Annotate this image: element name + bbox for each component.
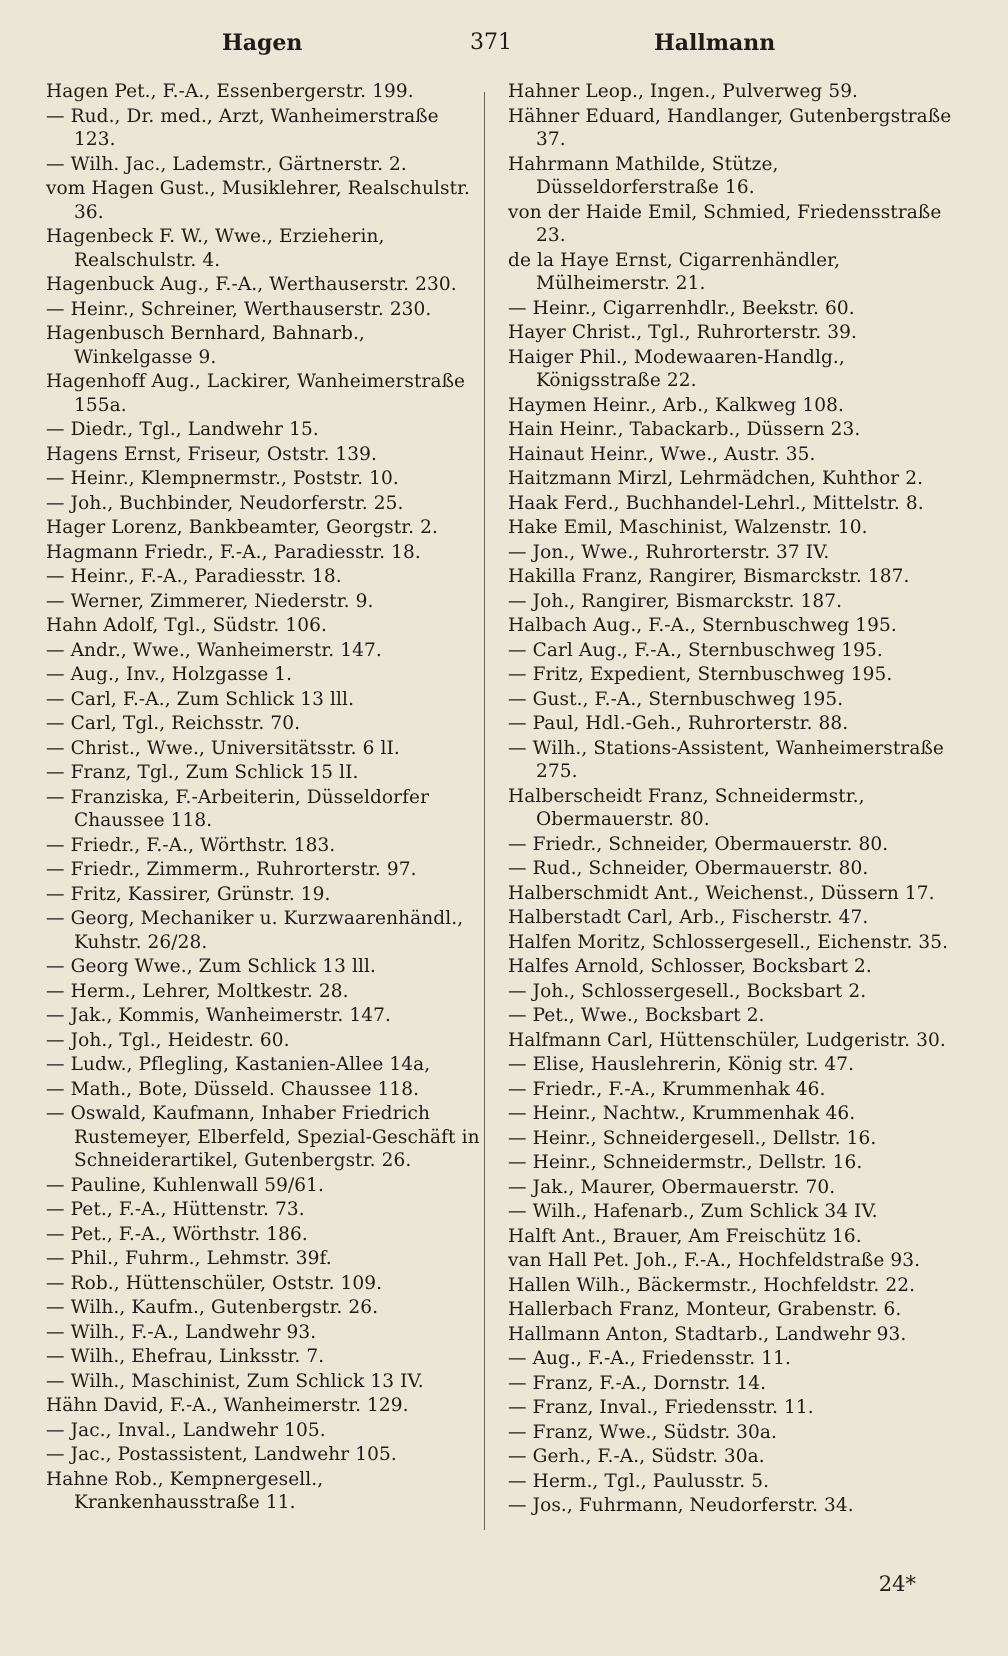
directory-entry: van Hall Pet. Joh., F.-A., Hochfeldstraße 93. [508,1250,921,1271]
page-number: 371 [470,30,512,55]
directory-entry: — Heinr., Cigarrenhdlr., Beekstr. 60. [508,297,855,319]
directory-entry: — Werner, Zimmerer, Niederstr. 9. [46,590,374,612]
column-divider [484,92,485,1530]
signature-mark: 24* [878,1572,916,1596]
directory-entry: Hagenhoff Aug., Lackirer, Wanheimerstraße 155a. [46,371,466,416]
directory-entry: Hallen Wilh., Bäckermstr., Hochfeldstr. 22. [508,1274,916,1296]
directory-entry: — Christ., Wwe., Universitätsstr. 6 lI. [46,737,400,759]
directory-entry: — Carl, Tgl., Reichsstr. 70. [46,713,301,734]
running-head-right: Hallmann [654,30,776,56]
directory-entry: — Heinr., Nachtw., Krummenhak 46. [508,1103,856,1124]
directory-entry: — Heinr., Klempnermstr., Poststr. 10. [46,468,399,489]
directory-entry: — Franz, Wwe., Südstr. 30a. [508,1421,778,1443]
directory-entry: — Pet., F.-A., Hüttenstr. 73. [46,1199,305,1220]
directory-entry: vom Hagen Gust., Musiklehrer, Realschulstr. 36. [46,178,470,223]
directory-entry: — Wilh. Jac., Lademstr., Gärtnerstr. 2. [46,153,407,175]
directory-entry: — Jac., Inval., Landwehr 105. [46,1419,326,1441]
directory-entry: — Rud., Schneider, Obermauerstr. 80. [508,858,869,879]
directory-entry: Hahne Rob., Kempnergesell., Krankenhausstraße 11. [46,1468,324,1513]
directory-entry: Hallmann Anton, Stadtarb., Landwehr 93. [508,1323,907,1345]
directory-entry: — Friedr., F.-A., Wörthstr. 183. [46,834,336,856]
directory-entry: — Wilh., Ehefrau, Linksstr. 7. [46,1346,325,1367]
directory-entry: — Andr., Wwe., Wanheimerstr. 147. [46,639,382,661]
directory-entry: — Wilh., Hafenarb., Zum Schlick 34 IV. [508,1201,878,1222]
directory-entry: — Heinr., Schneidergesell., Dellstr. 16. [508,1127,877,1149]
directory-entry: de la Haye Ernst, Cigarrenhändler, Mülheimerstr. 21. [508,249,841,294]
directory-entry: Haitzmann Mirzl, Lehrmädchen, Kuhthor 2. [508,468,924,489]
directory-entry: — Heinr., Schneidermstr., Dellstr. 16. [508,1152,863,1173]
directory-entry: — Wilh., Stations-Assistent, Wanheimerstraße 275. [508,737,944,782]
directory-entry: — Ludw., Pflegling, Kastanien-Allee 14a, [46,1054,431,1075]
directory-entry: Hagenbusch Bernhard, Bahnarb., Winkelgasse 9. [46,323,365,368]
directory-entry: — Math., Bote, Düsseld. Chaussee 118. [46,1078,420,1100]
directory-entry: — Franz, F.-A., Dornstr. 14. [508,1372,767,1394]
directory-entry: — Georg Wwe., Zum Schlick 13 lll. [46,956,377,977]
directory-entry: — Rob., Hüttenschüler, Oststr. 109. [46,1272,383,1294]
directory-entry: — Paul, Hdl.-Geh., Ruhrorterstr. 88. [508,713,849,734]
directory-entry: — Wilh., Kaufm., Gutenbergstr. 26. [46,1297,379,1318]
directory-entry: Halbach Aug., F.-A., Sternbuschweg 195. [508,615,897,636]
directory-entry: Hakilla Franz, Rangirer, Bismarckstr. 187. [508,566,910,587]
directory-entry: Hagens Ernst, Friseur, Oststr. 139. [46,443,378,465]
directory-entry: — Franziska, F.-Arbeiterin, Düsseldorfer Chaussee 118. [46,786,430,831]
directory-entry: — Herm., Lehrer, Moltkestr. 28. [46,980,349,1002]
directory-entry: — Friedr., Zimmerm., Ruhrorterstr. 97. [46,859,417,880]
directory-entry: Halfes Arnold, Schlosser, Bocksbart 2. [508,956,872,977]
directory-entry: — Friedr., Schneider, Obermauerstr. 80. [508,833,889,855]
directory-entry: — Joh., Buchbinder, Neudorferstr. 25. [46,492,404,514]
directory-entry: — Joh., Rangirer, Bismarckstr. 187. [508,590,843,612]
directory-entry: Halfmann Carl, Hüttenschüler, Ludgeristr. 30. [508,1029,946,1051]
directory-entry: Hahn Adolf, Tgl., Südstr. 106. [46,615,327,636]
directory-entry: — Aug., F.-A., Friedensstr. 11. [508,1348,791,1369]
directory-entry: — Fritz, Kassirer, Grünstr. 19. [46,883,331,905]
directory-entry: Halberstadt Carl, Arb., Fischerstr. 47. [508,907,869,928]
directory-entry: Hagenbeck F. W., Wwe., Erzieherin, Realschulstr. 4. [46,226,385,271]
directory-entry: Hahrmann Mathilde, Stütze, Düsseldorferstraße 16. [508,153,779,198]
directory-entry: Hahner Leop., Ingen., Pulverweg 59. [508,81,859,102]
directory-entry: Hähn David, F.-A., Wanheimerstr. 129. [46,1395,409,1416]
directory-entry: Hain Heinr., Tabackarb., Düssern 23. [508,419,861,440]
right-column [508,80,956,1519]
directory-entry: — Jak., Kommis, Wanheimerstr. 147. [46,1005,391,1026]
directory-entry: — Wilh., F.-A., Landwehr 93. [46,1321,317,1343]
directory-entry: Halfen Moritz, Schlossergesell., Eichenstr. 35. [508,931,949,953]
directory-entry: — Franz, Inval., Friedensstr. 11. [508,1397,814,1418]
directory-entry: — Phil., Fuhrm., Lehmstr. 39f. [46,1248,332,1269]
directory-entry: — Jon., Wwe., Ruhrorterstr. 37 IV. [508,541,830,563]
directory-entry: — Pet., Wwe., Bocksbart 2. [508,1005,765,1026]
directory-entry: Halberschmidt Ant., Weichenst., Düssern 17. [508,882,935,904]
directory-entry: von der Haide Emil, Schmied, Friedensstraße 23. [508,201,942,246]
directory-entry: — Wilh., Maschinist, Zum Schlick 13 IV. [46,1370,424,1392]
directory-entry: — Carl Aug., F.-A., Sternbuschweg 195. [508,639,883,661]
directory-entry: Haymen Heinr., Arb., Kalkweg 108. [508,394,844,416]
directory-entry: — Pauline, Kuhlenwall 59/61. [46,1174,324,1196]
directory-entry: — Gerh., F.-A., Südstr. 30a. [508,1446,765,1467]
directory-entry: — Fritz, Expedient, Sternbuschweg 195. [508,664,893,685]
directory-entry: — Oswald, Kaufmann, Inhaber Friedrich Rustemeyer, Elberfeld, Spezial-Geschäft in Schneiderartikel, Gutenbergstr. 26. [46,1103,480,1171]
directory-entry: Halberscheidt Franz, Schneidermstr., Obermauerstr. 80. [508,785,865,830]
directory-entry: Hayer Christ., Tgl., Ruhrorterstr. 39. [508,322,857,343]
directory-entry: — Carl, F.-A., Zum Schlick 13 lll. [46,688,355,710]
directory-entry: Haak Ferd., Buchhandel-Lehrl., Mittelstr. 8. [508,492,924,514]
directory-entry: — Diedr., Tgl., Landwehr 15. [46,419,319,440]
directory-entry: — Heinr., F.-A., Paradiesstr. 18. [46,566,342,587]
directory-entry: Hähner Eduard, Handlanger, Gutenbergstraße 37. [508,105,952,150]
directory-entry: Hagmann Friedr., F.-A., Paradiesstr. 18. [46,541,421,563]
directory-entry: — Jos., Fuhrmann, Neudorferstr. 34. [508,1495,854,1516]
running-head-left: Hagen [222,30,303,56]
directory-entry: Hagenbuck Aug., F.-A., Werthauserstr. 230. [46,274,457,295]
directory-entry: — Georg, Mechaniker u. Kurzwaarenhändl., Kuhstr. 26/28. [46,908,464,953]
directory-entry: — Joh., Schlossergesell., Bocksbart 2. [508,980,867,1002]
directory-entry: — Pet., F.-A., Wörthstr. 186. [46,1223,308,1245]
directory-entry: — Jac., Postassistent, Landwehr 105. [46,1444,397,1465]
directory-entry: Hager Lorenz, Bankbeamter, Georgstr. 2. [46,517,438,538]
directory-entry: — Aug., Inv., Holzgasse 1. [46,664,293,685]
directory-entry: — Gust., F.-A., Sternbuschweg 195. [508,688,844,710]
directory-entry: Halft Ant., Brauer, Am Freischütz 16. [508,1225,862,1247]
directory-entry: Hake Emil, Maschinist, Walzenstr. 10. [508,517,868,538]
directory-entry: — Franz, Tgl., Zum Schlick 15 lI. [46,762,359,783]
directory-entry: — Joh., Tgl., Heidestr. 60. [46,1029,290,1051]
directory-entry: Haiger Phil., Modewaaren-Handlg., Königsstraße 22. [508,346,845,391]
directory-entry: — Herm., Tgl., Paulusstr. 5. [508,1470,770,1492]
directory-entry: — Elise, Hauslehrerin, König str. 47. [508,1054,855,1075]
directory-entry: Hagen Pet., F.-A., Essenbergerstr. 199. [46,81,414,102]
left-column [46,80,482,1516]
directory-entry: Hainaut Heinr., Wwe., Austr. 35. [508,443,816,465]
directory-entry: — Jak., Maurer, Obermauerstr. 70. [508,1176,836,1198]
directory-entry: Hallerbach Franz, Monteur, Grabenstr. 6. [508,1299,902,1320]
directory-entry: — Rud., Dr. med., Arzt, Wanheimerstraße 123. [46,105,439,150]
directory-entry: — Friedr., F.-A., Krummenhak 46. [508,1078,826,1100]
directory-entry: — Heinr., Schreiner, Werthauserstr. 230. [46,298,432,320]
